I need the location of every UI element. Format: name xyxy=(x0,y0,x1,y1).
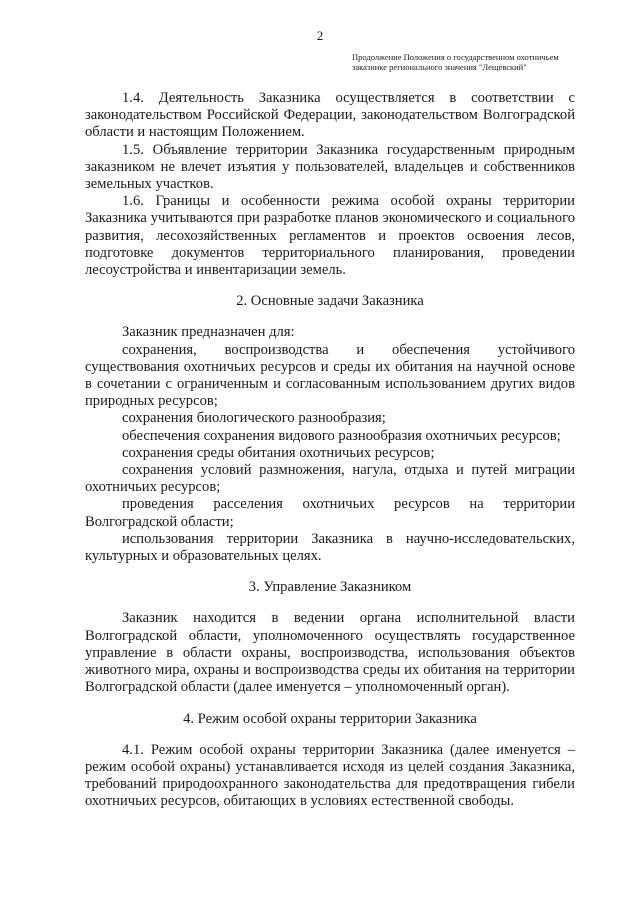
paragraph-4-1: 4.1. Режим особой охраны территории Заказника (далее именуется – режим особой охраны) устанавливается исходя из целей создания Заказника, требований природоохранного законодательства для предотвращения гибели охотничьих ресурсов, обитающих в условиях естественной свободы. xyxy=(85,741,575,810)
paragraph-1-4: 1.4. Деятельность Заказника осуществляется в соответствии с законодательством Российской Федерации, законодательством Волгоградской области и настоящим Положением. xyxy=(85,90,575,141)
task-item: проведения расселения охотничьих ресурсов на территории Волгоградской области; xyxy=(85,496,575,530)
task-item: сохранения, воспроизводства и обеспечения устойчивого существования охотничьих ресурсов и среды их обитания на научной основе в сочетании с ограниченным и согласованным использованием других видов природных ресурсов; xyxy=(85,341,575,410)
paragraph-1-5: 1.5. Объявление территории Заказника государственным природным заказником не влечет изъятия у пользователей, владельцев и собственников земельных участков. xyxy=(85,141,575,193)
task-item: использования территории Заказника в научно-исследовательских, культурных и образовательных целях. xyxy=(85,530,575,565)
document-body xyxy=(85,90,575,811)
section-2-heading: 2. Основные задачи Заказника xyxy=(236,293,424,310)
task-item: обеспечения сохранения видового разнообразия охотничьих ресурсов; xyxy=(122,427,561,444)
running-header-line1: Продолжение Положения о государственном охотничьем xyxy=(352,52,559,62)
task-item: сохранения условий размножения, нагула, отдыха и путей миграции охотничьих ресурсов; xyxy=(85,462,575,496)
section-3-text: Заказник находится в ведении органа исполнительной власти Волгоградской области, уполномоченного осуществлять государственное управление в области охраны, воспроизводства, использования объектов животного мира, охраны и воспроизводства среды их обитания на территории Волгоградской области (далее именуется – уполномоченный орган). xyxy=(85,610,575,696)
section-4-heading: 4. Режим особой охраны территории Заказника xyxy=(183,710,477,727)
page-number: 2 xyxy=(316,28,324,43)
section-2-intro: Заказник предназначен для: xyxy=(122,324,295,341)
running-header xyxy=(352,52,602,72)
task-item: сохранения биологического разнообразия; xyxy=(122,410,386,427)
task-item: сохранения среды обитания охотничьих ресурсов; xyxy=(122,444,435,461)
section-3-heading: 3. Управление Заказником xyxy=(248,579,412,596)
paragraph-1-6: 1.6. Границы и особенности режима особой охраны территории Заказника учитываются при разработке планов экономического и социального развития, лесохозяйственных регламентов и проектов освоения лесов, подготовке документов территориального планирования, проведении лесоустройства и инвентаризации земель. xyxy=(85,193,575,279)
running-header-line2: заказнике регионального значения "Лещевский" xyxy=(352,62,527,72)
